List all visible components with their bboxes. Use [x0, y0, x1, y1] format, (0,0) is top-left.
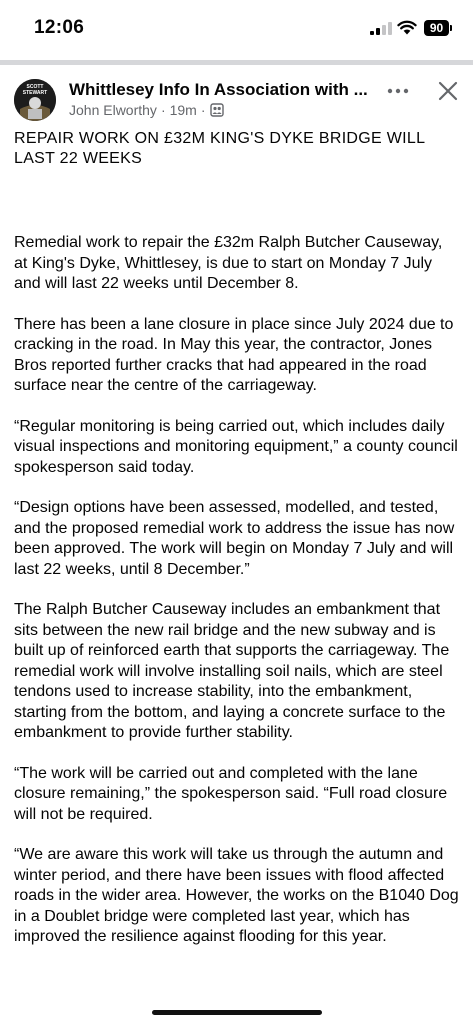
- meta-separator: ·: [200, 102, 206, 118]
- post-paragraph: “Design options have been assessed, modelled, and tested, and the proposed remedial work to address the issue has now been approved. The work will begin on Monday 7 July and will last 22 weeks, until 8 December.”: [14, 499, 455, 578]
- close-icon[interactable]: [436, 79, 460, 103]
- meta-separator: ·: [160, 102, 166, 118]
- post-paragraph: “We are aware this work will take us through the autumn and winter period, and there have been issues with flood affected roads in the wider area. However, the works on the B1040 Dog in a Doublet bridge were completed last year, which has improved the resilience against flooding for this year.: [14, 846, 459, 945]
- avatar-text: SCOTT STEWART: [22, 84, 48, 96]
- wifi-icon: [397, 19, 417, 35]
- post-paragraph: There has been a lane closure in place since July 2024 due to cracking in the road. In May this year, the contractor, Jones Bros reported further cracks that had appeared in the road surface near the centre of the carriageway.: [14, 315, 454, 394]
- post-paragraph: Remedial work to repair the £32m Ralph Butcher Causeway, at King's Dyke, Whittlesey, is due to start on Monday 7 July and will last 22 weeks until December 8.: [14, 234, 443, 292]
- status-time: 12:06: [34, 17, 85, 38]
- post-body: [14, 233, 460, 968]
- status-bar: [0, 0, 473, 58]
- group-avatar[interactable]: [14, 79, 56, 121]
- post-paragraph: The Ralph Butcher Causeway includes an embankment that sits between the new rail bridge and the new subway and is built up of reinforced earth that supports the carriageway. The remedial work will involve installing soil nails, which are steel tendons used to increase stability, into the embankment, starting from the bottom, and laying a concrete surface to the embankment to provide further stability.: [14, 601, 450, 741]
- post-paragraph: “Regular monitoring is being carried out, which includes daily visual inspections and monitoring equipment,” a county council spokesperson said today.: [14, 417, 458, 476]
- post-age[interactable]: 19m: [169, 102, 197, 118]
- battery-tip: [450, 25, 452, 31]
- author-name[interactable]: John Elworthy: [69, 102, 157, 118]
- header-separator: [0, 60, 473, 65]
- home-indicator[interactable]: [152, 1010, 322, 1015]
- battery-icon: 90: [424, 20, 449, 36]
- post-meta: [69, 102, 224, 118]
- post-title: REPAIR WORK ON £32M KING'S DYKE BRIDGE WILL LAST 22 WEEKS: [14, 130, 425, 167]
- group-members-icon: [210, 103, 224, 117]
- group-name[interactable]: Whittlesey Info In Association with ...: [69, 80, 368, 99]
- more-options-icon[interactable]: [386, 80, 410, 102]
- cellular-signal-icon: [370, 22, 392, 35]
- post-paragraph: “The work will be carried out and completed with the lane closure remaining,” the spokesperson said. “Full road closure will not be required.: [14, 764, 448, 823]
